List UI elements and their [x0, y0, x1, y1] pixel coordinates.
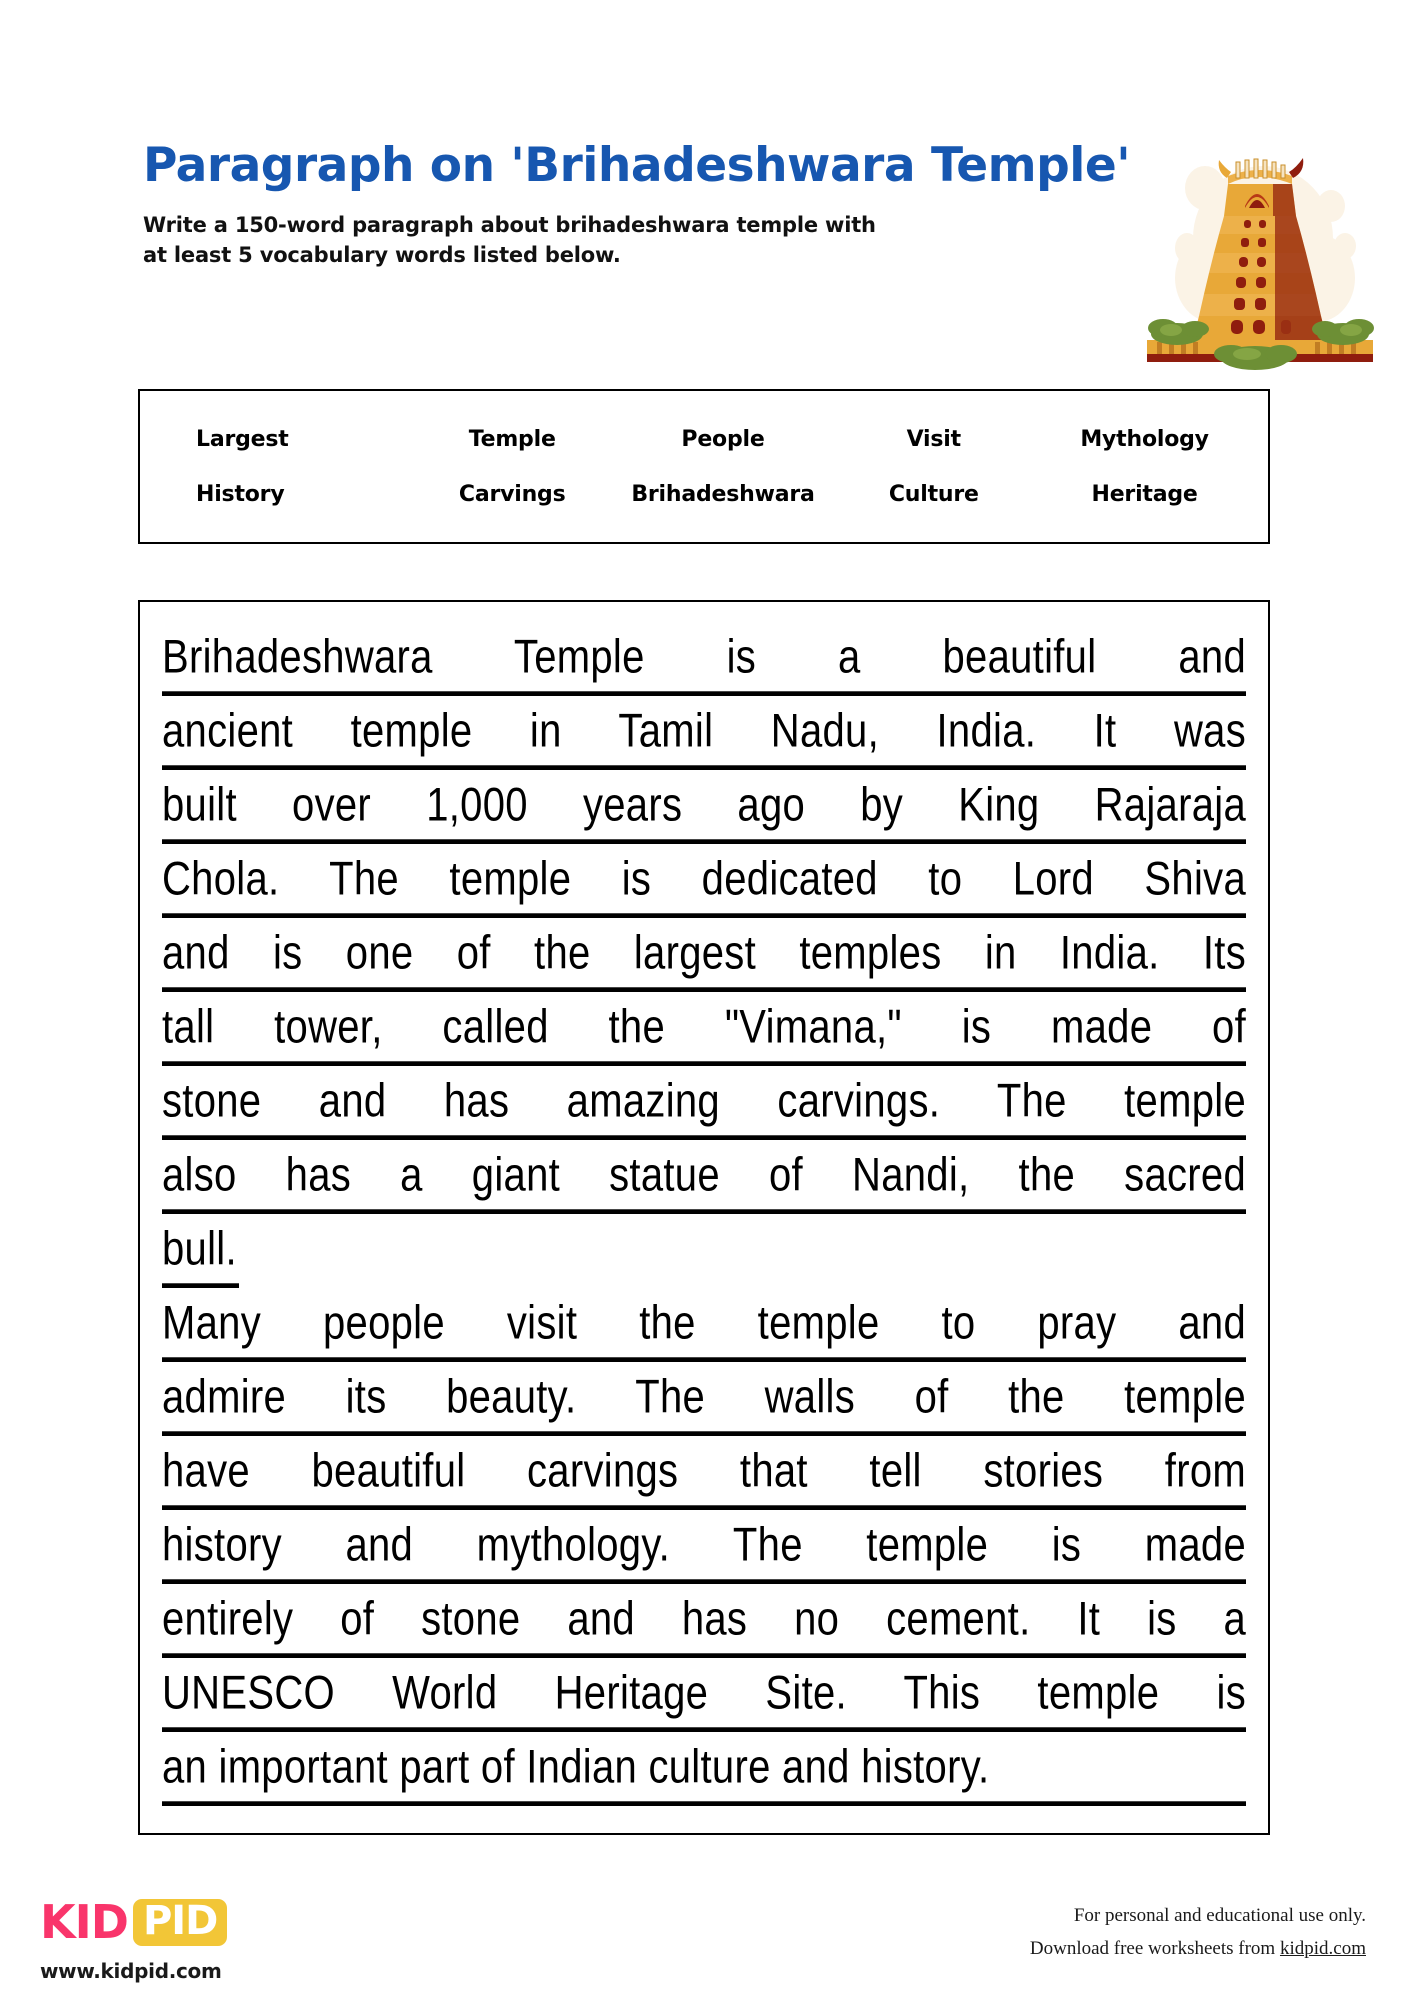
answer-line-text: admire its beauty. The walls of the temple — [162, 1373, 1246, 1436]
footer-notice — [1030, 1899, 1366, 1966]
answer-line-text: bull. — [162, 1225, 239, 1288]
kidpid-logo[interactable] — [40, 1893, 227, 1983]
answer-line — [162, 1288, 1246, 1362]
answer-line-text: stone and has amazing carvings. The temple — [162, 1077, 1246, 1140]
page-title: Paragraph on 'Brihadeshwara Temple' — [143, 138, 1131, 193]
answer-line — [162, 992, 1246, 1066]
answer-line — [162, 622, 1246, 696]
answer-line-text: entirely of stone and has no cement. It is a — [162, 1595, 1246, 1658]
answer-line — [162, 918, 1246, 992]
answer-line — [162, 844, 1246, 918]
answer-line — [162, 1658, 1246, 1732]
vocabulary-word: Temple — [468, 426, 556, 452]
kidpid-link[interactable]: kidpid.com — [1279, 1938, 1366, 1960]
answer-line-text: UNESCO World Heritage Site. This temple is — [162, 1669, 1246, 1732]
answer-line-text: have beautiful carvings that tell stories from — [162, 1447, 1246, 1510]
instructions-line-2: at least 5 vocabulary words listed below. — [143, 243, 621, 268]
instructions — [143, 210, 1043, 271]
worksheet-header — [143, 140, 1243, 271]
vocabulary-word: Brihadeshwara — [631, 481, 815, 507]
logo-website-url: www.kidpid.com — [40, 1959, 222, 1983]
instructions-line-1: Write a 150-word paragraph about brihadeshwara temple with — [143, 212, 876, 237]
answer-line — [162, 1510, 1246, 1584]
answer-line — [162, 1214, 1246, 1288]
logo-pid-text: PID — [133, 1899, 227, 1946]
vocabulary-word: Visit — [906, 426, 961, 452]
vocabulary-row-1 — [178, 427, 1250, 452]
vocabulary-word: People — [681, 426, 765, 452]
vocabulary-word: Heritage — [1091, 481, 1198, 507]
answer-line — [162, 1732, 1246, 1806]
vocabulary-word: Mythology — [1080, 426, 1209, 452]
answer-line — [162, 1362, 1246, 1436]
temple-illustration — [1135, 128, 1385, 378]
answer-line-text: Brihadeshwara Temple is a beautiful and — [162, 633, 1246, 696]
answer-line — [162, 696, 1246, 770]
answer-line-text: also has a giant statue of Nandi, the sacred — [162, 1151, 1246, 1214]
answer-line-text: an important part of Indian culture and history. — [162, 1743, 1246, 1806]
answer-line-text: built over 1,000 years ago by King Rajaraja — [162, 781, 1246, 844]
answer-line-text: tall tower, called the "Vimana," is made of — [162, 1003, 1246, 1066]
answer-line-text: and is one of the largest temples in India. Its — [162, 929, 1246, 992]
vocabulary-word: Culture — [888, 481, 979, 507]
answer-line-text: history and mythology. The temple is made — [162, 1521, 1246, 1584]
footer-notice-prefix: Download free worksheets from — [1029, 1938, 1280, 1960]
vocabulary-word: History — [196, 481, 285, 507]
footer-notice-line-2 — [1030, 1932, 1366, 1965]
answer-line-text: Chola. The temple is dedicated to Lord Shiva — [162, 855, 1246, 918]
answer-line — [162, 1584, 1246, 1658]
answer-line — [162, 1140, 1246, 1214]
answer-line — [162, 770, 1246, 844]
answer-line — [162, 1066, 1246, 1140]
answer-line-text: Many people visit the temple to pray and — [162, 1299, 1246, 1362]
logo-marks — [40, 1893, 227, 1951]
vocabulary-row-2 — [178, 482, 1250, 507]
answer-box[interactable] — [138, 600, 1270, 1835]
page-footer — [0, 1885, 1414, 2000]
logo-kid-text: KID — [40, 1895, 128, 1949]
answer-line-text: ancient temple in Tamil Nadu, India. It was — [162, 707, 1246, 770]
vocabulary-box — [138, 389, 1270, 544]
answer-line — [162, 1436, 1246, 1510]
footer-notice-line-1: For personal and educational use only. — [1073, 1905, 1366, 1926]
vocabulary-word: Carvings — [458, 481, 566, 507]
vocabulary-word: Largest — [196, 426, 289, 452]
